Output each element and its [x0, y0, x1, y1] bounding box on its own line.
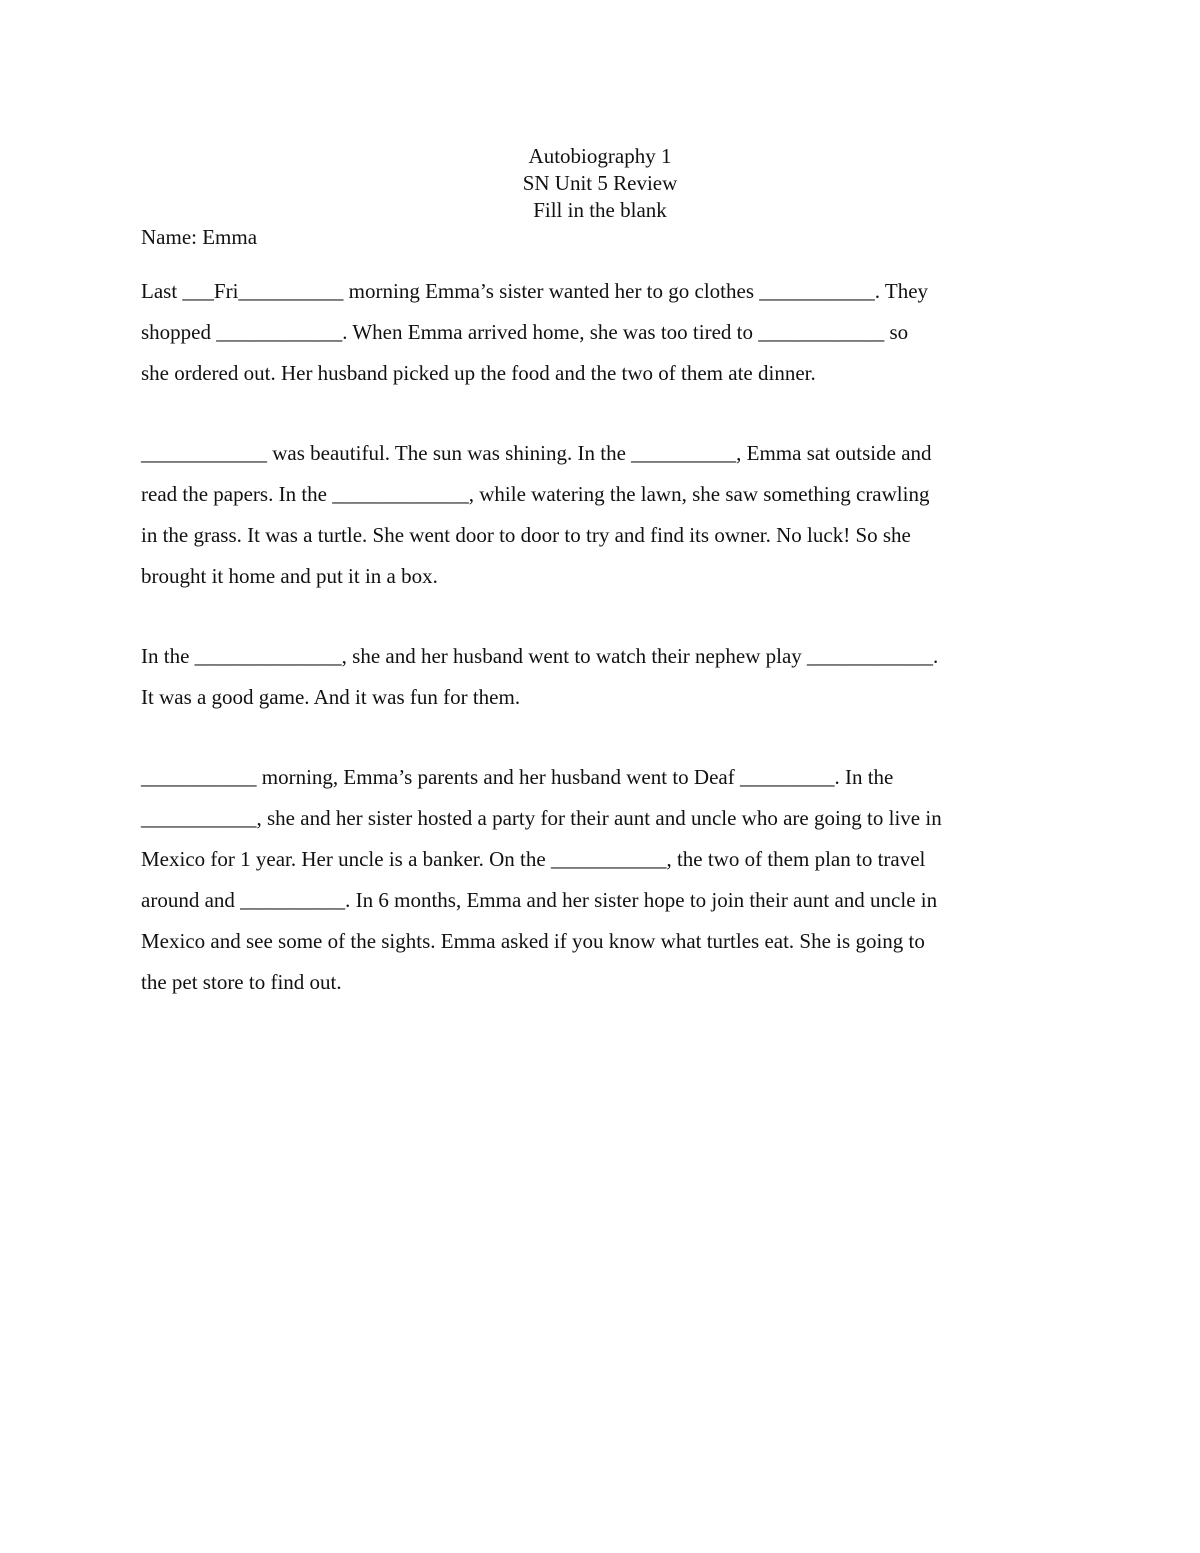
text-line: Last ___Fri__________ morning Emma’s sister wanted her to go clothes ___________. They: [141, 279, 929, 303]
text-line: read the papers. In the _____________, while watering the lawn, she saw something crawling: [141, 482, 930, 506]
paragraph-2: [141, 440, 1071, 604]
worksheet-title: Autobiography 1: [528, 144, 672, 168]
paragraph-4: [141, 764, 1071, 1010]
paragraph-1: [141, 278, 1071, 401]
text-line: ___________ morning, Emma’s parents and her husband went to Deaf _________. In the: [141, 765, 894, 789]
text-line: It was a good game. And it was fun for them.: [141, 685, 521, 709]
text-line: Mexico for 1 year. Her uncle is a banker. On the ___________, the two of them plan to travel: [141, 847, 926, 871]
text-line: around and __________. In 6 months, Emma and her sister hope to join their aunt and uncle in: [141, 888, 938, 912]
text-line: in the grass. It was a turtle. She went door to door to try and find its owner. No luck! So she: [141, 523, 911, 547]
text-line: ___________, she and her sister hosted a party for their aunt and uncle who are going to live in: [141, 806, 942, 830]
text-line: ____________ was beautiful. The sun was shining. In the __________, Emma sat outside and: [141, 441, 932, 465]
student-name: Name: Emma: [141, 225, 258, 249]
text-line: In the ______________, she and her husband went to watch their nephew play ____________.: [141, 644, 939, 668]
text-line: brought it home and put it in a box.: [141, 564, 438, 588]
text-line: Mexico and see some of the sights. Emma asked if you know what turtles eat. She is going to: [141, 929, 925, 953]
paragraph-3: [141, 643, 1071, 725]
worksheet-subtitle: SN Unit 5 Review: [522, 171, 678, 195]
text-line: the pet store to find out.: [141, 970, 342, 994]
text-line: shopped ____________. When Emma arrived home, she was too tired to ____________ so: [141, 320, 909, 344]
worksheet-instructions: Fill in the blank: [533, 198, 667, 222]
text-line: she ordered out. Her husband picked up the food and the two of them ate dinner.: [141, 361, 816, 385]
worksheet-header: [0, 143, 1200, 224]
